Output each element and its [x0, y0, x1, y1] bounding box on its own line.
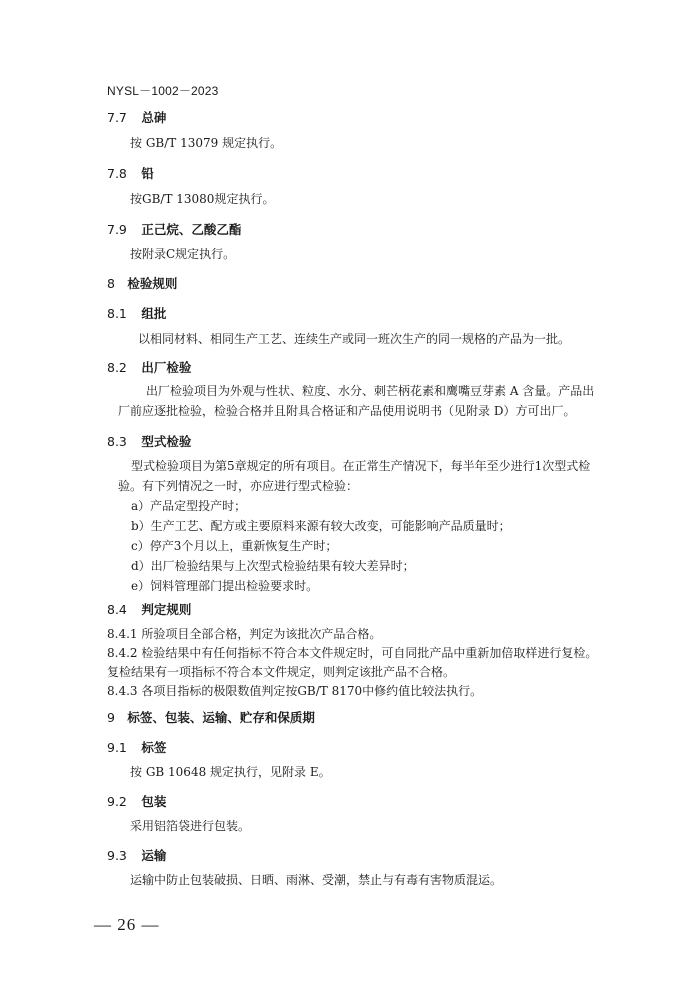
section-title: 判定规则	[141, 602, 192, 617]
section-7-7-text: 按 GB/T 13079 规定执行。	[130, 136, 283, 150]
document-code: NYSL－1002－2023	[107, 84, 219, 98]
section-7-9-heading	[107, 220, 241, 238]
section-title: 包装	[141, 794, 167, 809]
section-9-2-heading	[107, 792, 166, 810]
section-9-3-text: 运输中防止包装破损、日晒、雨淋、受潮，禁止与有毒有害物质混运。	[130, 873, 503, 887]
section-9-3-heading	[107, 846, 166, 864]
chapter-title: 检验规则	[127, 276, 178, 291]
section-8-1-heading	[107, 304, 166, 322]
section-number: 7.9	[107, 222, 127, 237]
section-8-1-text: 以相同材料、相同生产工艺、连续生产或同一班次生产的同一规格的产品为一批。	[138, 332, 571, 346]
section-9-1-text: 按 GB 10648 规定执行，见附录 E。	[130, 765, 331, 779]
section-number: 8.2	[107, 360, 127, 375]
list-item: a）产品定型投产时；	[131, 499, 247, 513]
page-number: — 26 —	[94, 915, 160, 934]
section-title: 总砷	[141, 110, 167, 125]
section-title: 铅	[141, 166, 154, 181]
section-number: 7.7	[107, 110, 127, 125]
section-7-7-heading	[107, 108, 166, 126]
section-number: 9.1	[107, 740, 127, 755]
section-number: 8.3	[107, 434, 127, 449]
section-title: 出厂检验	[141, 360, 192, 375]
section-8-3-line-1: 型式检验项目为第5章规定的所有项目。在正常生产情况下，每半年至少进行1次型式检	[131, 459, 591, 473]
section-number: 8.1	[107, 306, 127, 321]
section-8-2-line-2: 厂前应逐批检验，检验合格并且附具合格证和产品使用说明书（见附录 D）方可出厂。	[118, 404, 576, 418]
section-title: 组批	[141, 306, 167, 321]
section-8-3-heading	[107, 432, 191, 450]
list-item: b）生产工艺、配方或主要原料来源有较大改变，可能影响产品质量时；	[131, 519, 511, 533]
section-8-2-heading	[107, 358, 191, 376]
section-8-3-line-2: 验。有下列情况之一时，亦应进行型式检验：	[118, 479, 359, 493]
section-7-8-text: 按GB/T 13080规定执行。	[130, 192, 275, 206]
section-number: 8.4	[107, 602, 127, 617]
section-9-2-text: 采用铝箔袋进行包装。	[130, 819, 251, 833]
section-7-8-heading	[107, 164, 154, 182]
chapter-8-heading	[107, 274, 177, 292]
chapter-number: 9	[107, 710, 115, 725]
rule-8-4-2-line-1: 8.4.2 检验结果中有任何指标不符合本文件规定时，可自同批产品中重新加倍取样进行复检。	[107, 646, 598, 660]
section-title: 型式检验	[141, 434, 192, 449]
rule-8-4-3: 8.4.3 各项目指标的极限数值判定按GB/T 8170中修约值比较法执行。	[107, 684, 483, 698]
list-item: e）饲料管理部门提出检验要求时。	[131, 579, 319, 593]
section-number: 9.3	[107, 848, 127, 863]
section-number: 9.2	[107, 794, 127, 809]
section-8-4-heading	[107, 600, 191, 618]
section-8-2-line-1: 出厂检验项目为外观与性状、粒度、水分、刺芒柄花素和鹰嘴豆芽素 A 含量。产品出	[146, 384, 595, 398]
section-7-9-text: 按附录C规定执行。	[130, 247, 236, 261]
chapter-number: 8	[107, 276, 115, 291]
section-title: 正己烷、乙酸乙酯	[141, 222, 242, 237]
section-title: 运输	[141, 848, 167, 863]
list-item: d）出厂检验结果与上次型式检验结果有较大差异时；	[131, 559, 415, 573]
chapter-9-heading	[107, 708, 315, 726]
section-number: 7.8	[107, 166, 127, 181]
list-item: c）停产3个月以上，重新恢复生产时；	[131, 539, 338, 553]
rule-8-4-1: 8.4.1 所验项目全部合格，判定为该批次产品合格。	[107, 627, 382, 641]
rule-8-4-2-line-2: 复检结果有一项指标不符合本文件规定，则判定该批产品不合格。	[107, 665, 456, 679]
chapter-title: 标签、包装、运输、贮存和保质期	[127, 710, 315, 725]
section-9-1-heading	[107, 738, 166, 756]
section-title: 标签	[141, 740, 167, 755]
